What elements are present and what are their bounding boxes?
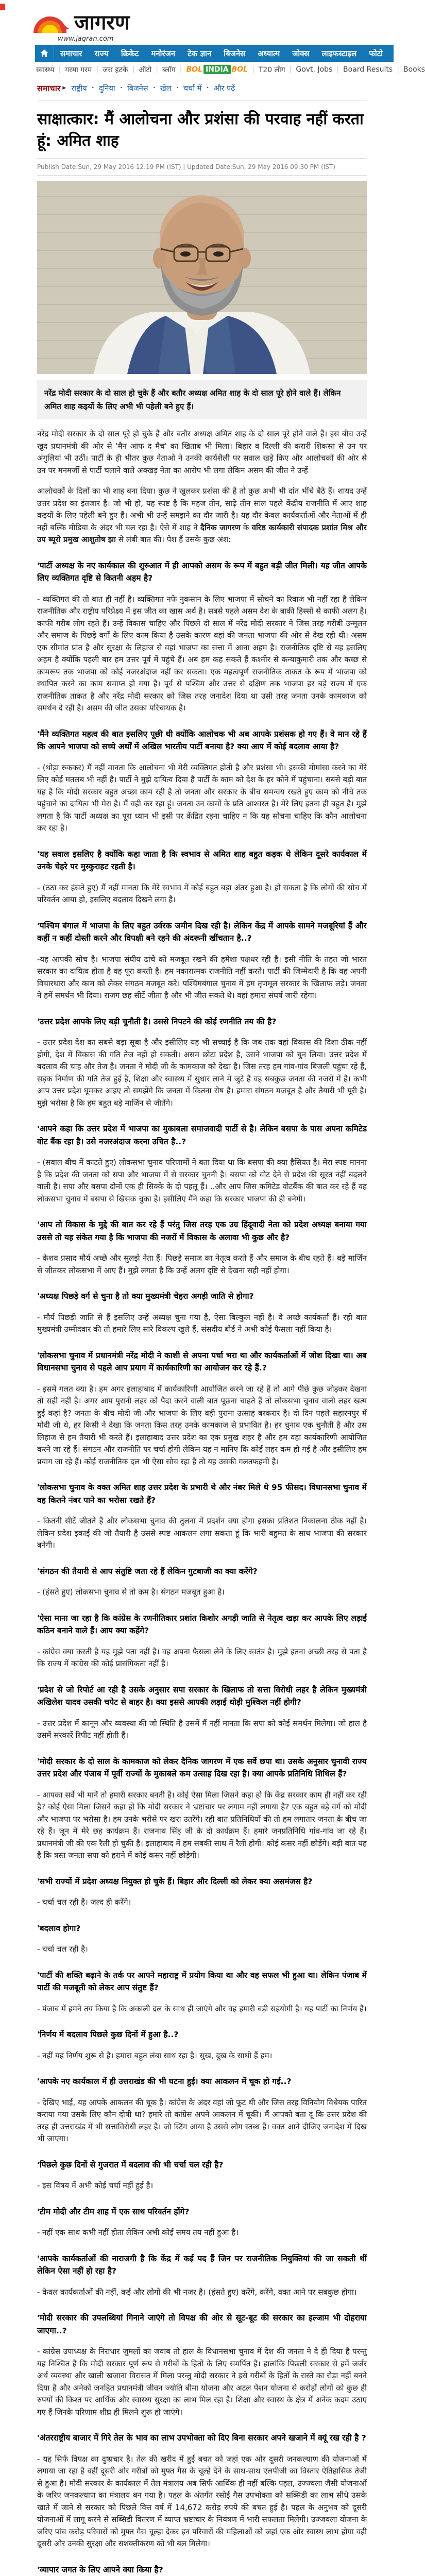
nav-separator: | bbox=[252, 65, 254, 74]
breadcrumb-link-और पढ़ें[interactable]: और पढ़ें bbox=[214, 83, 235, 93]
interview-answer: -यह आपकी सोच है। भाजपा संघीय ढांचे को मजबूत रखने की हमेशा पक्षधर रही है। इसी नीति के तहत जो भारत सरकार का दायित्व होता है वह पूरा करती है। हम नकारात्मक राजनीति नहीं करते। पार्टी की जिम्मेदारी है कि वह अपनी विचारधारा और काम को लेकर संगठन मजबूत करे। पश्चिमबंगाल चुनाव में हम तृणमूल सरकार के खिलाफ लड़े। जनता ने हमें समर्थन भी दिया। राजग छह सीटें जीता है और भी जीत सकते थे। वहां हमारा संघर्ष जारी रहेगा। bbox=[37, 954, 367, 1002]
interview-answer: - (सवाल बीच में काटते हुए) लोकसभा चुनाव परिणामों ने बता दिया था कि बसपा की क्या हैसियत है। मेरा स्पष्ट मानना है कि प्रदेश की जनता को सपा और भाजपा में से सरकार चुननी है। बसपा को वोट देने से प्रदेश की सूरत नहीं बदलने वाली है। सपा और बसपा दोनों एक ही सिक्के के दो पहलू हैं। ..और आप जिस कमिटेड वोटबैंक की बात कर रहे हैं वह लोकसभा चुनाव में बसपा से खिसक चुका है। इसीलिए मैंने कहा कि सरकार भाजपा की ही बनेगी। bbox=[37, 1157, 367, 1205]
breadcrumb-link-दुनिया[interactable]: दुनिया bbox=[99, 83, 115, 93]
interview-answer: - व्यक्तिगत की तो बात ही नहीं है। व्यक्तिगत नफे नुकसान के लिए भाजपा में सोचने का रिवाज भी नहीं रहा है लेकिन राजनीतिक और राष्ट्रीय परिप्रेक्ष्य में इस जीत का खास अर्थ है। सबसे पहले असम देश के बाकी हिस्सों से काफी अलग है। काफी गरीब लोग रहते हैं। उन्हें विकास चाहिए और पिछले दो साल में नरेंद्र मोदी सरकार ने जिस तरह गरीबी उन्मूलन और समाज के पिछड़े वर्गों के लिए काम किया है उसके कारण वहां की जनता भाजपा की ओर से देख रही थी। असम एक सीमांत प्रांत है और सुरक्षा के लिहाज से वहां भाजपा का सत्ता में आना अहम है। राजनीतिक दृष्टि से यह इसलिए अहम है क्योंकि पहली बार हम उत्तर पूर्व में पहुंचे हैं। अब हम कह सकते हैं कश्मीर से कन्याकुमारी तक और कच्छ से कामरूप तक भाजपा को कोई नजरअंदाज नहीं कर सकता। एक महत्वपूर्ण राजनीतिक ताकत के रूप में भाजपा को स्थापित करने का काम समाप्त हो गया है। पूर्व से पश्चिम और उत्तर से दक्षिण तक भाजपा हर बड़े राज्य में एक राजनीतिक ताकत है और नरेंद्र मोदी सरकार को जिस तरह जनादेश दिया था उसी तरह जनता उनके कामकाज को समर्थन दे रही है। असम की जीत उसका परिचायक है। bbox=[37, 594, 367, 715]
article bbox=[37, 109, 367, 2576]
interview-question: 'सभी राज्यों में प्रदेश अध्यक्ष नियुक्त हो चुके हैं। बिहार और दिल्ली को लेकर क्या असमंजस है? bbox=[37, 1875, 367, 1888]
interview-question: 'ऐसा माना जा रहा है कि कांग्रेस के रणनीतिकार प्रशांत किशोर अगड़ी जाति से नेतृत्व खड़ा कर आपके लिए लड़ाई कठिन बनाने वाले हैं। आप क्या कहेंगे? bbox=[37, 1612, 367, 1637]
nav-separator: | bbox=[59, 65, 61, 74]
nav-item-ब्लॉग[interactable]: ब्लॉग bbox=[162, 65, 176, 75]
nav-separator: | bbox=[96, 65, 98, 74]
jagran-logo-icon[interactable] bbox=[31, 10, 69, 34]
interview-answer: - आपका सर्वे भी मानें तो हमारी सरकार बनती है। कोई ऐसा मिला जिसने कहा हो कि केंद्र सरकार काम ही नहीं कर रही है? कोई ऐसा मिला जिसने कहा हो कि मोदी सरकार ने भ्रष्टाचार पर लगाम नहीं लगाया है? एक बहुत बड़े वर्ग को मोदी और भाजपा पर भरोसा है। हम उनके भरोसे पर खरा उतरेंगे। रही बात प्रतिनिधियों की तो हम लगातार जनता के बीच जा रहे हैं। जून में मेरे छह कार्यक्रम हैं। राजनाथ सिंह जी के दो कार्यक्रम हैं। हमारे जनप्रतिनिधि गांव-गांव जा रहे हैं। प्रधानमंत्री जी की एक रैली हो चुकी है। इलाहाबाद में हम सबकी साथ में रैली होगी। कोई कसर नहीं छोड़ेंगे। बड़ी बात यह है कि त्रस्त जनता सपा को हराने में कोई कसर नहीं छोड़ेगी। bbox=[37, 1789, 367, 1862]
article-paragraph bbox=[37, 485, 367, 546]
primary-nav bbox=[35, 45, 394, 62]
interview-answer: - केशव प्रसाद मौर्य अच्छे और सुलझे नेता हैं। पिछड़े समाज का नेतृत्व करते हैं और समाज के बीच रहते हैं। बड़े मार्जिन से जीतकर लोकसभा में आए हैं। मुझे लगता है कि उन्हें अलग दृष्टि से देखना सही नहीं होगा। bbox=[37, 1252, 367, 1277]
interview-answer: - उत्तर प्रदेश में कानून और व्यवस्था की जो स्थिति है उसमें मैं नहीं मानता कि सपा को कोई समर्थन मिलेगा। जो हाल है उसमें सरकारें रिपीट नहीं होती हैं। bbox=[37, 1718, 367, 1742]
nav-item-अध्यात्म[interactable]: अध्यात्म bbox=[251, 45, 286, 62]
interview-answer: - (थोड़ा रुककर) मैं नहीं मानता कि आलोचना भी मेरी व्यक्तिगत होती है और प्रशंसा भी। इसकी मीमांसा करने का मेरे लिए कोई मतलब भी नहीं है। पार्टी ने मुझे दायित्व दिया है पार्टी के काम को देश के हर कोने में पहुंचाना। सबसे बड़ी बात यह है कि मोदी सरकार बहुत अच्छा काम रही है तो जनता और सरकार के बीच समन्वय रखते हुए काम को नीचे तक पहुंचाने का दायित्व भी मेरा है। मैं वही कर रहा हूं। जनता उन कामों के प्रति आश्वस्त है। मेरे लिए इतना ही बहुत है। मुझे लगता है कि पार्टी अध्यक्ष का पूरा ध्यान भी इसी पर केंद्रित रहना चाहिए न कि यह सोचना चाहिए कि कौन आलोचना कर रहा है। bbox=[37, 762, 367, 835]
nav-separator: | bbox=[132, 65, 134, 74]
breadcrumb-dot: • bbox=[206, 86, 209, 91]
interview-answer: - कांग्रेस क्या करती है यह मुझे पता नहीं है। वह अपना फैसला लेने के लिए स्वतंत्र है। मुझे इतना अच्छी तरह से पता है कि राज्य में कांग्रेस की कोई प्रासंगिकता नहीं है। bbox=[37, 1646, 367, 1670]
interview-answer: - (ठठा कर हंसते हुए) मैं नहीं मानता कि मेरे स्वभाव में कोई बहुत बड़ा अंतर हुआ है। हो सकता है कि लोगों की सोच में परिवर्तन आया हो, इसलिए बदलाव दिखने लगा है। bbox=[37, 882, 367, 906]
highlighted-text: दैनिक जागरण bbox=[200, 523, 241, 532]
interview-question: 'आप तो विकास के मुद्दे की बात कर रहे हैं परंतु जिस तरह एक उग्र हिंदूवादी नेता को प्रदेश अध्यक्ष बनाया गया उससे तो यह संकेत गया है कि भाजपा की नजरों में विकास के अलावा भी कुछ और है? bbox=[37, 1218, 367, 1244]
nav-item-राज्य[interactable]: राज्य bbox=[89, 45, 115, 62]
article-dateline: Publish Date:Sun, 29 May 2016 12:19 PM (IST) | Updated Date:Sun, 29 May 2016 09:30 PM (IST) bbox=[37, 158, 367, 176]
article-image bbox=[37, 181, 367, 374]
breadcrumb-link-चर्चा में[interactable]: चर्चा में bbox=[183, 83, 201, 93]
interview-answer: - यह सिर्फ विपक्ष का दुष्प्रचार है। तेल की खरीद में हुई बचत को जहां एक ओर दूसरी जनकल्याण की योजनाओं में लगाया जा रहा है वहीं दूसरी ओर गरीबों को मुफ्त गैस के चूल्हे देने के साथ-साथ एलपीजी का विस्तार ऐतिहासिक तेजी से हुआ है। मोदी सरकार के कार्यकाल में तेल मंत्रालय अब सिर्फ आर्थिक ही नहीं बल्कि पहल, उज्ज्वला जैसी योजनाओं के जरिए जनकल्याण का मंत्रालय बन गया है। पहल के अंतर्गत रसोई गैस उपभोक्ता को सब्सिडी का लाभ सीधे उसके खाते में जाने से सरकार को पिछले वित्त वर्ष में 14,672 करोड़ रुपये की बचत हुई है। पहल के अनुभव को दूसरी योजनाओं में लागू करने से सब्सिडी वितरण में व्याप्त भ्रष्टाचार के नियंत्रण में भारी सफलता मिलेगी। उज्जवला योजना के जरिए पांच करोड़ परिवारों को मुफ्त गैस चूल्हा देकर इन परिवारों की महिलाओं को जहां एक ओर स्वास्थ लाभ होगा वही दूसरी ओर उनकी सुरक्षा और सशक्तीकरण को भी बल मिलेगा। bbox=[37, 2453, 367, 2550]
secondary-nav bbox=[36, 62, 394, 77]
page-title: साक्षात्कार: मैं आलोचना और प्रशंसा की परवाह नहीं करता हूं: अमित शाह bbox=[37, 109, 367, 152]
interview-question: 'मोदी सरकार की उपलब्धियां गिनाने जाएंगे तो विपक्ष की ओर से सूट-बूट की सरकार का इल्जाम भी दोहराया जाएगा..? bbox=[37, 2312, 367, 2337]
site-url: www.jagran.com bbox=[58, 35, 394, 43]
nav-item-जरा हटके[interactable]: जरा हटके bbox=[103, 65, 128, 75]
text-segment: के bbox=[241, 523, 252, 532]
text-segment: से लंबी बात की। पेश हैं उसके कुछ अंश: bbox=[116, 535, 231, 544]
breadcrumb-link-बिजनेस[interactable]: बिजनेस bbox=[127, 83, 148, 93]
nav-item-Books[interactable]: Books bbox=[403, 65, 425, 74]
nav-separator: | bbox=[180, 65, 182, 74]
bol-right-label: BOL bbox=[232, 65, 248, 74]
text-segment: आलोचकों के दिलों का भी शाह बना दिया। कुछ ने खुलकर प्रशंसा की है तो कुछ अभी भी दांत भींचे बैठे हैं। शायद उन्हें उत्तर प्रदेश का इंतजार है। जो भी हो, यह स्पष्ट है कि महज तीन, साढ़े तीन साल पहले केंद्रीय राजनीति में आए शाह कइयों के लिए पहेली बने हुए हैं। अभी भी उन्हें समझने का दौर जारी है। यह दौर केवल कार्यकर्ताओं और नेताओं में ही नहीं बल्कि मीडिया के अंदर भी चल रहा है। ऐसे में शाह ने bbox=[37, 486, 367, 532]
interview-answer: - चर्चा चल रही है। जल्द ही करेंगे। bbox=[37, 1896, 367, 1909]
interview-question: 'आपने कहा कि उत्तर प्रदेश में भाजपा का मुकाबला समाजवादी पार्टी से है। लेकिन बसपा के पास अपना कमिटेड वोट बैंक रहा है। उसे नजरअंदाज करना उचित है..? bbox=[37, 1123, 367, 1148]
interview-question: 'संगठन की तैयारी से आप संतुष्टि जता रहे हैं लेकिन गुटबाजी का क्या करेंगे? bbox=[37, 1565, 367, 1578]
nav-item-स्वास्थ्य[interactable]: स्वास्थ्य bbox=[36, 65, 55, 75]
interview-question: 'उत्तर प्रदेश आपके लिए बड़ी चुनौती है। उससे निपटने की कोई रणनीति तय की है? bbox=[37, 1015, 367, 1028]
breadcrumb-link-खेल[interactable]: खेल bbox=[160, 83, 172, 93]
breadcrumb-dot: • bbox=[92, 86, 94, 91]
interview-question: 'पश्चिम बंगाल में भाजपा के लिए बहुत उर्वरक जमीन दिख रही है। लेकिन केंद्र में आपके सामने मजबूरियां हैं और कहीं न कहीं दोस्ती करने और विपक्षी बने रहने की अंदरूनी खींचतान है..? bbox=[37, 920, 367, 945]
bol-india-bol-link[interactable] bbox=[186, 65, 248, 74]
interview-answer: - मौर्य पिछड़ी जाति से हैं इसलिए उन्हें अध्यक्ष चुना गया है, ऐसा बिल्कुल नहीं है। वे अच्छे कार्यकर्ता हैं। रही बात मुख्यमंत्री उम्मीदवार की तो हमारे लिए सारे विकल्प खुले हैं, संसदीय बोर्ड ने अभी कोई फैसला नहीं किया है। bbox=[37, 1312, 367, 1336]
nav-item-गरमा गरम[interactable]: गरमा गरम bbox=[65, 65, 92, 75]
interview-answer: - उत्तर प्रदेश देश का सबसे बड़ा सूबा है और इसीलिए यह भी सच्चाई है कि जब तक वहां विकास की दिशा ठीक नहीं होगी, देश में विकास की गति तेज नहीं हो सकती। असम छोटा प्रदेश है, उसने भाजपा को चुन लिया। उत्तर प्रदेश में बदलाव की चाह और तेज है। जनता ने मोदी जी के कामकाज को देखा है। जिस तरह हम गांव-गांव बिजली पहुंचा रहे हैं, सड़क निर्माण की गति तेज हुई है, शिक्षा और स्वास्थ्य में सुधार लाने में जुटे हैं वह सबकुछ जनता की नजरों में है। कभी आप उत्तर प्रदेश घूमकर आइए तो समझेंगे कि जनता में कितना रोष है। हमारा संगठन मजबूत है और तैयारी भी पूरी है। मुझे भरोसा है कि हम बहुत बड़े मार्जिन से जीतेंगे। bbox=[37, 1037, 367, 1109]
interview-answer: - नहीं यह निर्णय शुरू से है। हमारा बहुत लंबा साथ रहा है। सुख, दुख के साथी हैं हम। bbox=[37, 2050, 367, 2062]
breadcrumb bbox=[37, 77, 367, 100]
interview-question: 'टीम मोदी और टीम शाह में एक साथ परिवर्तन होंगे? bbox=[37, 2206, 367, 2218]
breadcrumb-link-राष्ट्रीय[interactable]: राष्ट्रीय bbox=[71, 83, 87, 93]
interview-answer: - चर्चा चल रही है। bbox=[37, 1943, 367, 1956]
article-body bbox=[37, 428, 367, 2576]
nav-item-T20 लीग[interactable]: T20 लीग bbox=[259, 65, 285, 75]
interview-question: 'मोदी सरकार के दो साल के कामकाज को लेकर दैनिक जागरण में एक सर्वे छपा था। उसके अनुसार चुनावी राज्य उत्तर प्रदेश और पंजाब में पूर्वी राज्यों के मुकाबले कम उत्साह दिख रहा है। क्या आपके प्रतिनिधि शिथिल हैं? bbox=[37, 1755, 367, 1781]
nav-separator: | bbox=[156, 65, 158, 74]
breadcrumb-dot: • bbox=[153, 86, 156, 91]
interview-answer: - (हंसते हुए) लोकसभा चुनाव से तो कम है। संगठन मजबूत हुआ है। bbox=[37, 1586, 367, 1599]
nav-separator: | bbox=[290, 65, 292, 74]
interview-answer: - नहीं एक साथ कभी नहीं होता लेकिन अभी कोई समय तय नहीं हुआ है। bbox=[37, 2227, 367, 2239]
interview-question: 'यह सवाल इसलिए है क्योंकि कहा जाता है कि स्वभाव से अमित शाह बहुत कड़क थे लेकिन दूसरे कार्यकाल में उनके चेहरे पर मुस्कुराहट रहती है। bbox=[37, 848, 367, 873]
interview-question: 'अंतरराष्ट्रीय बाजार में गिरे तेल के भाव का लाभ उपभोक्ता को दिए बिना सरकार अपने खजाने में क्यूं रख रही है ? bbox=[37, 2432, 367, 2445]
interview-question: 'लोकसभा चुनाव के वक्त अमित शाह उत्तर प्रदेश के प्रभारी थे और नंबर मिले थे 95 फीसद। विधानसभा चुनाव में वह कितने नंबर पाने का भरोसा रखते हैं? bbox=[37, 1481, 367, 1506]
nav-item-जोक्स[interactable]: जोक्स bbox=[286, 45, 315, 62]
breadcrumb-arrow-icon: ▶ bbox=[62, 86, 66, 91]
interview-answer: - इस विषय में अभी कोई चर्चा नहीं हुई है। bbox=[37, 2180, 367, 2192]
breadcrumb-dot: • bbox=[120, 86, 123, 91]
nav-item-ऑटो[interactable]: ऑटो bbox=[139, 65, 151, 75]
interview-answer: - देखिए भाई, यह आपके आकलन की चूक है। कांग्रेस के अंदर वहां जो फूट थी और जिस तरह विनियोग विधेयक पारित कराया गया उसके लिए कौन दोषी था? हमारे तो कांग्रेस अपने आकलन में चूकी। मैं आपको बता दूं कि उत्तर प्रदेश की तरह ही उत्तराखंड में भी सत्ताविरोधी लहर है। जो स्टिंग आया है उससे लोग स्तब्ध हैं। वक्त आने दीजिए जनादेश में दिख भी जाएगा। bbox=[37, 2097, 367, 2145]
nav-separator: | bbox=[336, 65, 339, 74]
bol-left-label: BOL bbox=[186, 65, 203, 74]
breadcrumb-section[interactable]: समाचार bbox=[37, 82, 60, 94]
article-paragraph: नरेंद्र मोदी सरकार के दो साल पूरे हो चुके हैं और बतौर अध्यक्ष अमित शाह के दो साल पूरे होने वाले हैं। इस बीच उन्हें खुद प्रधानमंत्री की ओर से 'मैन आफ द मैच' का खिताब भी मिला। बिहार व दिल्ली की करारी शिकस्त से उन पर अंगुलियां भी उठीं। पार्टी के ही भीतर कुछ नेताओं ने उनकी कार्यशैली पर सवाल खड़े किए और आलोचकों की ओर से उन पर मनमर्जी से पार्टी चलाने वाले अक्खड़ नेता का आरोप भी लगा लेकिन असम की जीत ने उन्हें bbox=[37, 428, 367, 477]
interview-question: 'निर्णय में बदलाव पिछले कुछ दिनों में हुआ है..? bbox=[37, 2028, 367, 2041]
image-caption: नरेंद्र मोदी सरकार के दो साल हो चुके हैं और बतौर अध्यक्ष अमित शाह के दो साल पूरे होने वाले हैं। लेकिन अमित शाह कइयों के लिए अभी भी पहेली बने हुए हैं। bbox=[37, 380, 367, 419]
nav-item-मनोरंजन[interactable]: मनोरंजन bbox=[145, 45, 181, 62]
interview-question: 'पार्टी की शक्ति बढ़ाने के तर्क पर आपने महाराष्ट्र में प्रयोग किया था और वह सफल भी हुआ था। लेकिन पंजाब में पार्टी की मजबूती को लेकर आप संतुष्ट हैं? bbox=[37, 1969, 367, 1994]
nav-separator: | bbox=[397, 65, 399, 74]
interview-question: 'पार्टी अध्यक्ष के नए कार्यकाल की शुरुआत में ही आपको असम के रूप में बहुत बड़ी जीत मिली। यह जीत आपके लिए व्यक्तिगत दृष्टि से कितनी अहम है? bbox=[37, 560, 367, 585]
interview-answer: - कितनी सीटें जीतते हैं और लोकसभा चुनाव की तुलना में प्रदर्शन क्या होगा इसका प्रतिशत निकालना ठीक नहीं है। लेकिन प्रदेश इकाई की जो तैयारी है उससे स्पष्ट आकलन लगा सकता हूं कि भारी बहुमत के साथ भाजपा की सरकार बनेगी। bbox=[37, 1515, 367, 1552]
nav-item-Govt. Jobs[interactable]: Govt. Jobs bbox=[296, 65, 332, 74]
nav-item-बिजनेस[interactable]: बिजनेस bbox=[217, 45, 251, 62]
interview-question: 'लोकसभा चुनाव में प्रधानमंत्री नरेंद्र मोदी ने काशी से अपना पर्चा भरा था और कार्यकर्ताओं में जोश दिखा था। अब विधानसभा चुनाव से पहले आप प्रयाग में कार्यकारिणी का आयोजन कर रहे हैं.? bbox=[37, 1349, 367, 1375]
interview-question: 'व्यापार जगत के लिए आपने क्या किया है? bbox=[37, 2564, 367, 2576]
highlighted-text: वरिष्ठ कार्यकारी संपादक प्रशांत मिश्र और उप ब्यूरो प्रमुख आशुतोष झा bbox=[37, 523, 367, 545]
interview-question: 'बदलाव होगा? bbox=[37, 1922, 367, 1935]
nav-item-फोटो[interactable]: फोटो bbox=[363, 45, 389, 62]
interview-question: 'मैंने व्यक्तिगत महत्व की बात इसलिए पूछी थी क्योंकि आलोचक भी अब आपके प्रशंसक हो गए हैं। वे मान रहे हैं कि आपने भाजपा को सच्चे अर्थों में अखिल भारतीय पार्टी बनाया है? क्या आप में कोई बदलाव आया है? bbox=[37, 728, 367, 753]
site-header bbox=[0, 0, 394, 45]
nav-item-Board Results[interactable]: Board Results bbox=[343, 65, 393, 74]
interview-answer: - इसमें गलत क्या है। हम अगर इलाहाबाद में कार्यकारिणी आयोजित करने जा रहे हैं तो आगे पीछे कुछ जोड़कर देखना तो सही नहीं है। अगर आप पुरानी लहर को पैदा करने वाली बात पूछना चाहते हैं तो लोकसभा चुनाव वाली लहर खत्म हुई कहां है? जनता के बीच मोदी जी और भाजपा के लिए वही पुराना उत्साह बरकरार है। दो दिन पहले सहारनपुर में मोदी जी थे, हर किसी ने देखा कि जनता किस तरह उनके कामकाज से प्रभावित है। हर चुनाव एक चुनौती है और उस लिहाज से हम तैयारी भी करते हैं। इलाहाबाद उत्तर प्रदेश का एक प्रमुख शहर है और हम वहां कार्यकारिणी आयोजित करने जा रहे हैं। संगठन और राजनीति पर चर्चा होगी लेकिन यह न मानिए कि कोई लहर कम हो गई है और इसीलिए हम प्रयाग जा रहे हैं। कोई राजनीतिक दल भी ऐसा सोच रहा है तो यह उसकी गलतफहमी है। bbox=[37, 1383, 367, 1468]
nav-item-समाचार[interactable]: समाचार bbox=[54, 45, 89, 62]
bol-india-badge: INDIA bbox=[203, 65, 231, 74]
interview-question: 'प्रदेश से जो रिपोर्ट आ रही है उसके अनुसार सपा सरकार के खिलाफ तो सत्ता विरोधी लहर है लेकिन मुख्यमंत्री अखिलेश यादव उसकी चपेट से बाहर है। क्या इससे आपकी लड़ाई थोड़ी मुश्किल नहीं होगी? bbox=[37, 1684, 367, 1709]
interview-question: 'अध्यक्ष पिछड़े वर्ग से चुना है तो क्या मुख्यमंत्री चेहरा अगड़ी जाति से होगा? bbox=[37, 1290, 367, 1303]
nav-item-टेक ज्ञान[interactable]: टेक ज्ञान bbox=[181, 45, 217, 62]
interview-answer: - पंजाब में हमने तय किया है कि अकाली दल के साथ ही जाएंगे और वह हमारी बड़ी सहयोगी है। यह पार्टी का निर्णय है। bbox=[37, 2003, 367, 2015]
nav-item-लाइफस्टाइल[interactable]: लाइफस्टाइल bbox=[315, 45, 363, 62]
interview-question: 'आपके कार्यकर्ताओं की नाराजगी है कि केंद्र में कई पद हैं जिन पर राजनीतिक नियुक्तियां की जा सकती थीं लेकिन ऐसा नहीं हो रहा है? bbox=[37, 2252, 367, 2278]
interview-question: 'आपके नए कार्यकाल में ही उत्तराखंड की भी घटना हुई। क्या आकलन में चूक हो गई..? bbox=[37, 2075, 367, 2088]
home-icon[interactable] bbox=[35, 45, 54, 62]
nav-item-वीडियो[interactable]: वीडियो bbox=[389, 45, 420, 62]
page-corner-artifact bbox=[0, 4, 5, 10]
site-logo-text[interactable]: जागरण bbox=[74, 11, 130, 34]
interview-answer: - कांग्रेस उपाध्यक्ष के निराधार जुमलों का जवाब तो हाल के विधानसभा चुनाव में देश की जनता ने दे ही दिया है परन्तु यह निश्चित है कि मोदी सरकार पूर्ण रूप से गरीबों के हितों के लिए समर्पित है। हालांकि पिछली सरकार से हमें जर्जर अर्थ व्यवस्था और खाली खजाना विरासत में मिला परन्तु मोदी सरकार ने इसे गरीबों के हितों के रास्ते का रोड़ा नहीं बनने दिया है और अनेकों जनहित प्रधानमंत्री जीवन ज्योति बीमा योजना और अटल पेंशन योजना से करोड़ों लोगों को कुछ ही रुपयों की किश्त पर आर्थिक और स्वास्थ्य सुरक्षा का लाभ मिल रहा है। शिक्षा और स्वास्थ के क्षेत्र में अनेक कदम उठाए गए हैं जिनके परिणाम शीघ्र ही मिलने शुरू हो जाएंगे। bbox=[37, 2346, 367, 2418]
nav-item-क्रिकेट[interactable]: क्रिकेट bbox=[115, 45, 145, 62]
interview-answer: - केवल कार्यकर्ताओं की नहीं, कई और लोगों की भी नजर है। (हंसते हुए) करेंगे, करेंगे, वक्त आने पर सबकुछ होगा। bbox=[37, 2286, 367, 2299]
breadcrumb-dot: • bbox=[176, 86, 179, 91]
interview-question: 'पिछले कुछ दिनों से गुजरात में बदलाव की भी चर्चा चल रही है? bbox=[37, 2159, 367, 2172]
